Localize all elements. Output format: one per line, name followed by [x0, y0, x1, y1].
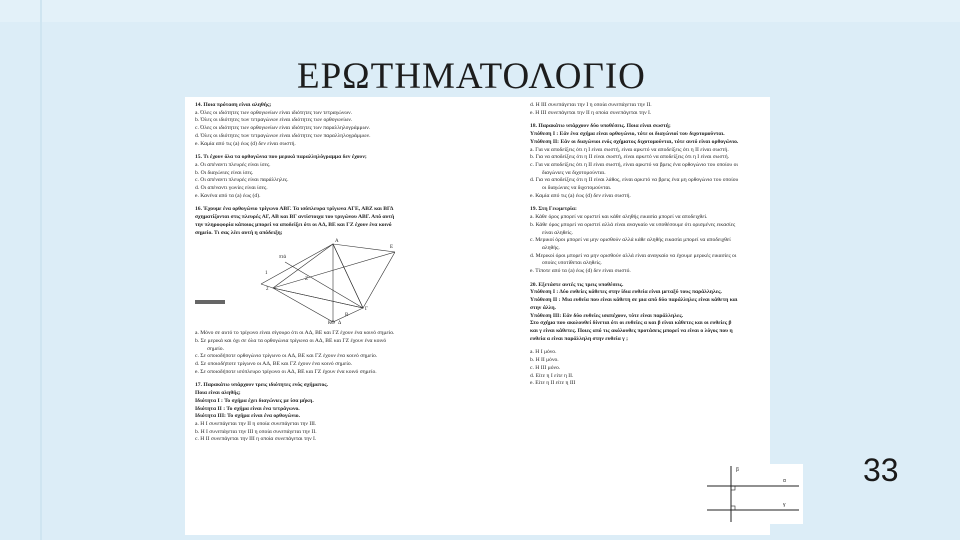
question-line: την πληροφορία κάποιος μπορεί να αποδείξει ότι οι ΑΔ, ΒΕ και ΓΖ έχουν ένα κοινό [195, 221, 392, 228]
answer-line: c. Η ΙΙΙ μόνο. [530, 364, 561, 371]
answer-line: d. Οι απέναντι γωνίες είναι ίσες. [195, 185, 268, 192]
answer-line: σημείο. [207, 345, 224, 352]
question-line: 15. Τι έχουν όλα τα ορθογώνια που μερικά παραλληλόγραμμα δεν έχουν; [195, 154, 367, 161]
question-line: Ιδιότητα Ι : Το σχήμα έχει διαγώνιες με ίσα μήκη. [195, 397, 314, 404]
answer-line: a. Όλες οι ιδιότητες των ορθογωνίων είναι ιδιότητες των τετραγώνων. [195, 109, 352, 116]
question-line: σημείο. Τι σας λέει αυτή η απόδειξη; [195, 229, 283, 236]
label-a: Α [335, 239, 339, 245]
question-line: 14. Ποια πρόταση είναι αληθής; [195, 102, 272, 108]
question-line: ευθεία α είναι παράλληλη στην ευθεία γ ; [530, 335, 628, 342]
label-e: Ε [390, 245, 394, 251]
answer-line: e. Είτε η ΙΙ είτε η ΙΙΙ [530, 380, 576, 387]
answer-line: c. Η ΙΙ συνεπάγεται την ΙΙΙ η οποία συνεπάγεται την Ι. [195, 436, 317, 443]
slide-title: ΕΡΩΤΗΜΑΤΟΛΟΓΙΟ [297, 56, 646, 97]
left-column [195, 102, 435, 444]
label-side: πτά [279, 255, 287, 261]
question-line: Ιδιότητα ΙΙΙ: Το σχήμα είναι ένα ορθογώνιο. [195, 413, 300, 420]
answer-line: b. Σε μερικά και όχι σε όλα τα ορθογώνια τρίγωνα οι ΑΔ, ΒΕ και ΓΖ έχουν ένα κοινό [195, 337, 387, 344]
answer-line: d. Η ΙΙΙ συνεπάγεται την Ι η οποία συνεπάγεται την ΙΙ. [530, 102, 652, 108]
question-line: 20. Εξετάστε αυτές τις τρεις υποθέσεις. [530, 281, 624, 288]
answer-line: b. Η ΙΙ μόνο. [530, 357, 559, 364]
answer-line: e. Σε οποιοδήποτε ισόπλευρο τρίγωνο οι ΑΔ, ΒΕ και ΓΖ έχουν ένα κοινό σημείο. [195, 368, 377, 375]
right-angle-mark [731, 486, 735, 490]
parallel-lines-diagram [703, 464, 803, 524]
question-line: Ιδιότητα ΙΙ : Το σχήμα είναι ένα τετράγωνο. [195, 405, 300, 412]
question-line: 16. Έχουμε ένα ορθογώνιο τρίγωνο ΑΒΓ. Τα ισόπλευρα τρίγωνα ΑΓΕ, ΑΒΖ και ΒΓΔ [195, 206, 394, 213]
question-line: 18. Παρακάτω υπάρχουν δύο υποθέσεις. Ποια είναι σωστή; [530, 123, 671, 130]
construction-line [261, 244, 333, 284]
side-triangle [333, 244, 395, 308]
right-angle-mark [731, 506, 735, 510]
label-n1: 1 [265, 271, 268, 277]
answer-line: e. Κανένα από τα (a) έως (d). [195, 192, 261, 199]
decorative-stripe [40, 0, 42, 540]
answer-line: e. Καμία από τις (a) έως (d) δεν είναι σωστή. [195, 140, 296, 147]
answer-line: c. Σε οποιοδήποτε ορθογώνιο τρίγωνο οι ΑΔ, ΒΕ και ΓΖ έχουν ένα κοινό σημείο. [195, 353, 378, 360]
answer-line: d. Για να αποδείξεις ότι η ΙΙ είναι λάθος, είναι αρκετό να βρεις ένα μη ορθογώνιο του οποίου [530, 177, 739, 184]
answer-line: e. Καμία από τις (a) έως (d) δεν είναι σωστή. [530, 192, 631, 199]
question-line: Υπόθεση Ι : Εάν ένα σχήμα είναι ορθογώνιο, τότε οι διαγώνιοί του διχοτομούνται. [530, 131, 725, 138]
question-line: και γ είναι κάθετες. Ποιες από τις ακόλουθες προτάσεις μπορεί να είναι ο λόγος που η [530, 327, 733, 334]
question-line: Υπόθεση ΙΙ: Εάν οι διαγώνιοι ενός σχήματος διχοτομούνται, τότε αυτό είναι ορθογώνιο. [530, 138, 739, 145]
label-alpha: α [783, 478, 786, 484]
parallel-lines-figure [703, 464, 803, 524]
label-beta: β [736, 467, 739, 473]
label-b: Β [345, 313, 349, 319]
answer-line: e. Τίποτε από τα (a) έως (d) δεν είναι σωστό. [530, 268, 631, 275]
answer-line: a. Η Ι συνεπάγεται την ΙΙ η οποία συνεπάγεται την ΙΙΙ. [195, 420, 317, 427]
answer-line: b. Κάθε όρος μπορεί να οριστεί αλλά είναι αναγκαίο να υποθέσουμε ότι ορισμένες εικασίες [530, 221, 736, 228]
label-gamma: γ [783, 502, 786, 508]
triangle-figure [195, 240, 395, 326]
question-line: Υπόθεση ΙΙΙ: Εάν δύο ευθείες ισαπέχουν, τότε είναι παράλληλες. [530, 312, 684, 319]
answer-line: c. Οι απέναντι πλευρές είναι παράλληλες. [195, 177, 289, 184]
question-line: Ποια είναι αληθής; [195, 390, 241, 397]
answer-line: a. Μόνο σε αυτό το τρίγωνο είναι σίγουρο ότι οι ΑΔ, ΒΕ και ΓΖ έχουν ένα κοινό σημείο. [195, 330, 395, 337]
answer-line: d. Όλες οι ιδιότητες των τετραγώνων είναι ιδιότητες των παραλληλογράμμων. [195, 132, 371, 139]
question-line: στην άλλη. [530, 304, 556, 311]
answer-line: b. Η Ι συνεπάγεται την ΙΙΙ η οποία συνεπάγεται την ΙΙ. [195, 428, 317, 435]
answer-line: a. Κάθε όρος μπορεί να οριστεί και κάθε αληθής εικασία μπορεί να αποδειχθεί. [530, 214, 708, 221]
answer-line: e. Η ΙΙΙ συνεπάγεται την ΙΙ η οποία συνεπάγεται την Ι. [530, 109, 652, 116]
answer-line: b. Για να αποδείξεις ότι η ΙΙ είναι σωστή, είναι αρκετό να αποδείξεις ότι η Ι είναι σωστή. [530, 154, 730, 161]
label-n2: 2 [266, 287, 269, 293]
answer-line: b. Όλες οι ιδιότητες των τετραγώνων είναι ιδιότητες των ορθογωνίων. [195, 117, 353, 124]
label-bottom: ΚΘ [328, 321, 335, 327]
median-line [273, 252, 395, 288]
answer-line: d. Είτε η Ι είτε η ΙΙ. [530, 372, 574, 379]
right-column [530, 102, 765, 388]
label-z: Ζ [305, 277, 309, 283]
answer-line: b. Οι διαγώνιες είναι ίσες. [195, 169, 254, 176]
question-line: 17. Παρακάτω υπάρχουν τρεις ιδιότητες ενός σχήματος. [195, 382, 328, 389]
question-line: Υπόθεση ΙΙ : Μια ευθεία που είναι κάθετη σε μια από δύο παράλληλες είναι κάθετη και [530, 297, 738, 304]
answer-line: είναι αληθείς. [542, 229, 573, 236]
outer-triangle [273, 244, 363, 308]
answer-line: a. Οι απέναντι πλευρές είναι ίσες. [195, 161, 271, 168]
answer-line: a. Για να αποδείξεις ότι η Ι είναι σωστή, είναι αρκετό να αποδείξεις ότι η ΙΙ είναι σωστή. [530, 146, 729, 153]
answer-line: c. Για να αποδείξεις ότι η ΙΙ είναι σωστή, είναι αρκετό να βρεις ένα ορθογώνιο του οποίου οι [530, 161, 738, 168]
page-number: 33 [863, 452, 899, 488]
answer-line: d. Μερικοί όροι μπορεί να μην ορισθούν αλλά είναι αναγκαίο να έχουμε μερικές εικασίες οι [530, 252, 737, 259]
answer-line: c. Μερικοί όροι μπορεί να μην ορισθούν αλλά κάθε αληθής εικασία μπορεί να αποδειχθεί [530, 237, 731, 244]
answer-line: οι διαγώνιες να διχοτομούνται. [542, 185, 612, 192]
question-line: Υπόθεση Ι : Δύο ευθείες κάθετες στην ίδια ευθεία είναι μεταξύ τους παράλληλες. [530, 289, 722, 296]
answer-line: διαγώνιες να διχοτομούνται. [542, 169, 606, 176]
bottom-triangle [273, 288, 363, 322]
label-d: Δ [338, 321, 342, 327]
top-band [0, 0, 960, 22]
question-line: Στο σχήμα που ακολουθεί δίνεται ότι οι ευθείες α και β είναι κάθετες και οι ευθείες β [530, 320, 732, 327]
answer-line: οποίες υποτίθεται αληθείς. [542, 260, 602, 267]
question-line: σχηματίζονται στις πλευρές ΑΓ, ΑΒ και ΒΓ αντίστοιχα του τριγώνου ΑΒΓ. Από αυτή [195, 214, 395, 221]
answer-line: d. Σε οποιοδήποτε τρίγωνο οι ΑΔ, ΒΕ και ΓΖ έχουν ένα κοινό σημείο. [195, 361, 353, 368]
answer-line: c. Όλες οι ιδιότητες των ορθογωνίων είναι ιδιότητες των παραλληλογράμμων. [195, 125, 371, 132]
label-g: Γ [365, 307, 368, 313]
scanned-document [185, 97, 770, 535]
question-line: 19. Στη Γεωμετρία: [530, 206, 577, 213]
answer-line: αληθής. [542, 244, 560, 251]
answer-line: a. Η Ι μόνο. [530, 349, 557, 356]
